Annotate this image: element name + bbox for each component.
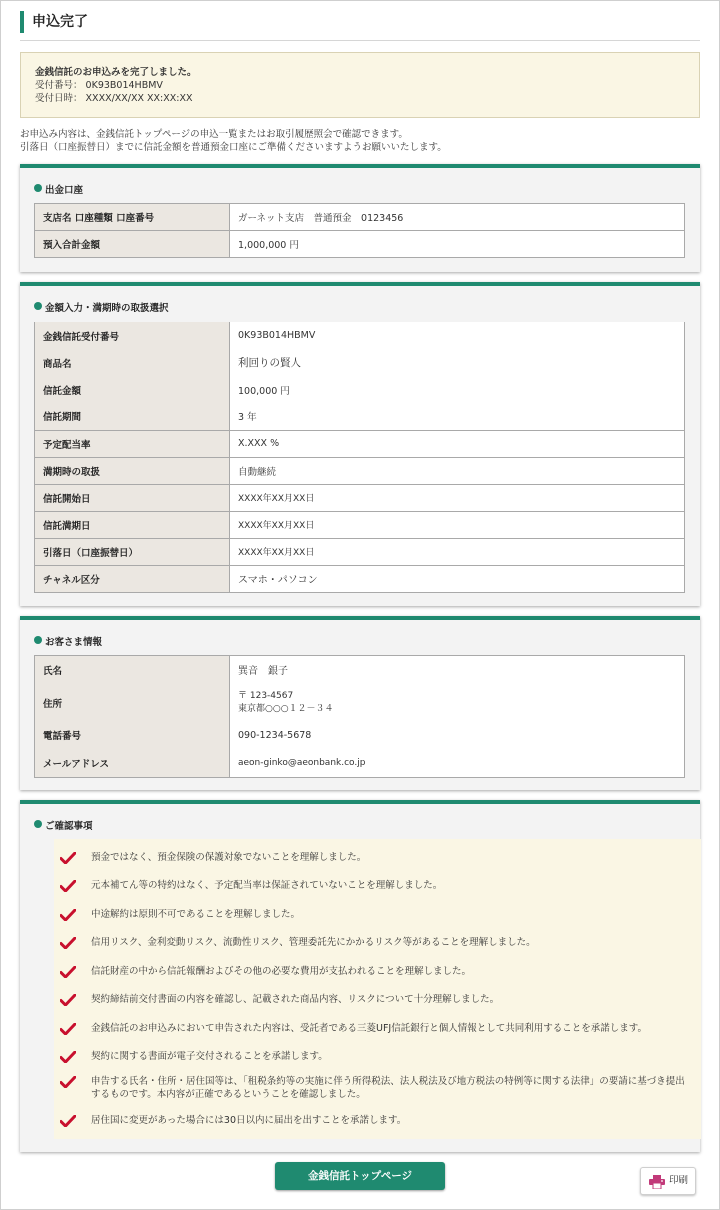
row-label: チャネル区分 — [35, 565, 230, 592]
withdrawal-table — [34, 203, 685, 258]
intro-line-2: 引落日（口座振替日）までに信託金額を普通預金口座にご準備くださいますようお願いいたします。 — [20, 142, 447, 153]
table-row — [35, 511, 685, 538]
row-value: 3 年 — [230, 403, 685, 430]
confirmation-text: 申告する氏名・住所・居住国等は、「租税条約等の実施に伴う所得税法、法人税法及び地方税法の特例等に関する法律」の要請に基づき提出するものです。本内容が正確であるということを確認しました。 — [91, 1076, 685, 1100]
table-row — [35, 231, 685, 258]
check-icon — [60, 1076, 76, 1088]
amount-table — [34, 322, 685, 593]
address-line: 東京都○○○１２－３４ — [238, 703, 334, 714]
row-value: XXXX年XX月XX日 — [230, 511, 685, 538]
confirmation-text: 契約に関する書面が電子交付されることを承諾します。 — [91, 1051, 328, 1062]
name-value: 巽音 銀子 — [230, 656, 685, 684]
row-label: 予定配当率 — [35, 430, 230, 457]
table-row — [35, 457, 685, 484]
row-label: 支店名 口座種類 口座番号 — [35, 204, 230, 231]
completion-notice — [20, 52, 700, 118]
table-row — [35, 684, 685, 722]
panel-title-confirm: ご確認事項 — [34, 818, 93, 832]
table-row — [35, 376, 685, 403]
check-icon — [60, 994, 76, 1006]
check-icon — [60, 1115, 76, 1127]
row-label: 預入合計金額 — [35, 231, 230, 258]
row-value: スマホ・パソコン — [230, 565, 685, 592]
row-value: ガーネット支店 普通預金 0123456 — [230, 204, 685, 231]
row-value: 利回りの賢人 — [230, 349, 685, 376]
row-label: 信託金額 — [35, 376, 230, 403]
receipt-number-line — [35, 79, 685, 92]
email-label: メールアドレス — [35, 749, 230, 778]
panel-title-withdrawal: 出金口座 — [34, 182, 83, 196]
trust-top-page-button[interactable]: 金銭信託トップページ — [275, 1162, 445, 1190]
customer-table — [34, 655, 685, 778]
intro-text — [20, 128, 710, 154]
receipt-time-label: 受付日時： — [35, 93, 83, 104]
table-row — [35, 484, 685, 511]
table-row — [35, 749, 685, 778]
print-label: 印刷 — [669, 1175, 689, 1186]
table-row — [35, 430, 685, 457]
table-row — [35, 204, 685, 231]
check-icon — [60, 966, 76, 978]
email-value: aeon-ginko@aeonbank.co.jp — [230, 749, 685, 778]
confirmation-text: 元本補てん等の特約はなく、予定配当率は保証されていないことを理解しました。 — [91, 880, 443, 891]
table-row — [35, 349, 685, 376]
amount-selection-panel — [20, 282, 700, 606]
receipt-number: 0K93B014HBMV — [85, 80, 163, 91]
name-label: 氏名 — [35, 656, 230, 684]
confirmation-text: 信託財産の中から信託報酬およびその他の必要な費用が支払われることを理解しました。 — [91, 966, 472, 977]
table-row — [35, 656, 685, 684]
receipt-time-line — [35, 92, 685, 105]
confirmation-text: 金銭信託のお申込みにおいて申告された内容は、受託者である三菱UFJ信託銀行と個人情報として共同利用することを承諾します。 — [91, 1023, 647, 1034]
receipt-number-label: 受付番号： — [35, 80, 83, 91]
row-value: 0K93B014HBMV — [230, 322, 685, 349]
row-value: 100,000 円 — [230, 376, 685, 403]
confirmation-text: 居住国に変更があった場合には30日以内に届出を出すことを承諾します。 — [91, 1115, 407, 1126]
panel-title-amount: 金額入力・満期時の取扱選択 — [34, 300, 169, 314]
confirmation-text: 預金ではなく、預金保険の保護対象でないことを理解しました。 — [91, 852, 367, 863]
phone-label: 電話番号 — [35, 722, 230, 749]
check-icon — [60, 1051, 76, 1063]
customer-info-panel — [20, 616, 700, 790]
table-row — [35, 565, 685, 592]
row-label: 信託満期日 — [35, 511, 230, 538]
check-icon — [60, 880, 76, 892]
phone-value: 090-1234-5678 — [230, 722, 685, 749]
confirmation-list — [54, 839, 701, 1139]
row-label: 商品名 — [35, 349, 230, 376]
table-row — [35, 322, 685, 349]
panel-title-customer: お客さま情報 — [34, 634, 102, 648]
row-value: 1,000,000 円 — [230, 231, 685, 258]
page-title: 申込完了 — [20, 11, 88, 33]
intro-line-1: お申込み内容は、金銭信託トップページの申込一覧またはお取引履歴照会で確認できます。 — [20, 129, 408, 140]
confirmation-text: 中途解約は原則不可であることを理解しました。 — [91, 909, 301, 920]
address-value — [230, 684, 685, 722]
completion-message: 金銭信託のお申込みを完了しました。 — [35, 67, 197, 78]
row-label: 満期時の取扱 — [35, 457, 230, 484]
row-label: 金銭信託受付番号 — [35, 322, 230, 349]
row-label: 信託開始日 — [35, 484, 230, 511]
print-button[interactable] — [640, 1167, 696, 1195]
check-icon — [60, 1023, 76, 1035]
check-icon — [60, 852, 76, 864]
address-postal: 〒 123-4567 — [238, 690, 294, 701]
row-value: X.XXX % — [230, 430, 685, 457]
row-value: 自動継続 — [230, 457, 685, 484]
confirmation-text: 契約締結前交付書面の内容を確認し、記載された商品内容、リスクについて十分理解しました。 — [91, 994, 500, 1005]
confirmation-panel — [20, 800, 700, 1152]
receipt-time: XXXX/XX/XX XX:XX:XX — [85, 93, 193, 104]
title-divider — [20, 40, 700, 41]
check-icon — [60, 937, 76, 949]
check-icon — [60, 909, 76, 921]
row-value: XXXX年XX月XX日 — [230, 538, 685, 565]
withdrawal-account-panel — [20, 164, 700, 272]
table-row — [35, 403, 685, 430]
table-row — [35, 722, 685, 749]
printer-icon — [649, 1174, 665, 1188]
row-label: 信託期間 — [35, 403, 230, 430]
confirmation-text: 信用リスク、金利変動リスク、流動性リスク、管理委託先にかかるリスク等があることを理解しました。 — [91, 937, 536, 948]
address-label: 住所 — [35, 684, 230, 722]
row-value: XXXX年XX月XX日 — [230, 484, 685, 511]
table-row — [35, 538, 685, 565]
row-label: 引落日（口座振替日） — [35, 538, 230, 565]
